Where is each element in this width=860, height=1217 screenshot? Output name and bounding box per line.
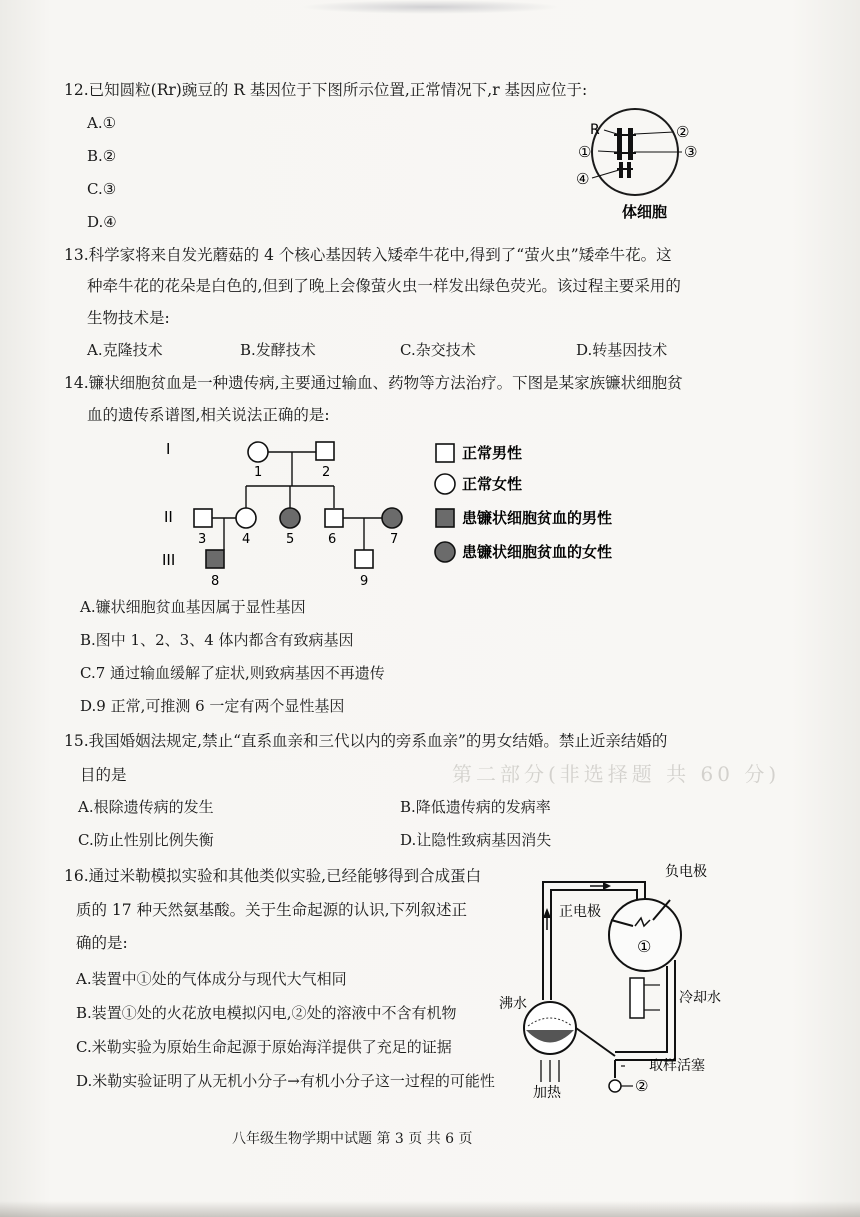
q12-option-d: D.④ xyxy=(87,213,117,231)
mark-4: ④ xyxy=(576,170,590,188)
q16-option-b: B.装置①处的火花放电模拟闪电,②处的溶液中不含有机物 xyxy=(76,1004,457,1022)
q13-option-b: B.发酵技术 xyxy=(240,341,316,359)
q15-option-a: A.根除遗传病的发生 xyxy=(78,798,214,816)
bleed-through-part-title: 第二部分(非选择题 共 60 分) xyxy=(452,762,781,786)
q12-option-a: A.① xyxy=(87,114,117,132)
q16-stem-line3: 确的是: xyxy=(76,934,128,952)
legend-affected-female: 患镰状细胞贫血的女性 xyxy=(462,543,613,561)
q12-option-b: B.② xyxy=(87,147,117,165)
q16-stem-line2: 质的 17 种天然氨基酸。关于生命起源的认识,下列叙述正 xyxy=(76,901,468,919)
positive-electrode-label: 正电极 xyxy=(559,904,601,920)
individual-2-normal-male xyxy=(316,442,334,460)
legend-symbol-affected-male xyxy=(436,509,454,527)
svg-text:1: 1 xyxy=(254,465,263,480)
sampling-valve-label: 取样活塞 xyxy=(649,1058,705,1074)
heating-label: 加热 xyxy=(533,1085,561,1100)
q14-stem-line1: 14.镰状细胞贫血是一种遗传病,主要通过输血、药物等方法治疗。下图是某家族镰状细胞贫 xyxy=(64,374,683,392)
svg-text:5: 5 xyxy=(286,532,295,547)
legend-affected-male: 患镰状细胞贫血的男性 xyxy=(462,509,613,527)
svg-text:7: 7 xyxy=(390,532,399,547)
svg-text:9: 9 xyxy=(360,574,369,589)
q12-cell-figure xyxy=(570,106,715,236)
individual-6-normal-male xyxy=(325,509,343,527)
svg-text:3: 3 xyxy=(198,532,207,547)
q16-stem-line1: 16.通过米勒模拟实验和其他类似实验,已经能够得到合成蛋白 xyxy=(64,867,482,885)
generation-2-label: II xyxy=(164,508,173,526)
q16-option-a: A.装置中①处的气体成分与现代大气相同 xyxy=(76,970,347,988)
svg-text:4: 4 xyxy=(242,532,251,547)
mark-1: ① xyxy=(578,143,592,161)
q13-stem-line2: 种牵牛花的花朵是白色的,但到了晚上会像萤火虫一样发出绿色荧光。该过程主要采用的 xyxy=(87,277,681,295)
individual-7-affected-female xyxy=(382,508,402,528)
individual-5-affected-female xyxy=(280,508,300,528)
q15-option-c: C.防止性别比例失衡 xyxy=(78,831,214,849)
chromosome-right xyxy=(628,128,633,160)
legend-symbol-normal-male xyxy=(436,444,454,462)
q15-stem-line2: 目的是 xyxy=(80,766,127,784)
cell-caption: 体细胞 xyxy=(622,203,668,221)
q15-option-b: B.降低遗传病的发病率 xyxy=(400,798,551,816)
q12-stem: 12.已知圆粒(Rr)豌豆的 R 基因位于下图所示位置,正常情况下,r 基因应位于: xyxy=(64,81,588,99)
cooling-water-label: 冷却水 xyxy=(679,990,721,1006)
generation-1-label: I xyxy=(166,440,171,458)
q16-option-c: C.米勒实验为原始生命起源于原始海洋提供了充足的证据 xyxy=(76,1038,452,1056)
generation-3-label: III xyxy=(162,551,176,569)
scan-edge-shadow xyxy=(0,1201,860,1217)
sample-mark-2: ② xyxy=(635,1077,649,1095)
q14-option-d: D.9 正常,可推测 6 一定有两个显性基因 xyxy=(80,697,345,715)
q14-option-b: B.图中 1、2、3、4 体内都含有致病基因 xyxy=(80,631,354,649)
chromosome-left xyxy=(617,128,622,160)
q13-option-c: C.杂交技术 xyxy=(400,341,476,359)
scan-shadow xyxy=(300,0,560,14)
mark-3: ③ xyxy=(684,143,698,161)
svg-text:8: 8 xyxy=(211,574,220,589)
mark-2: ② xyxy=(676,123,690,141)
q14-stem-line2: 血的遗传系谱图,相关说法正确的是: xyxy=(87,406,330,424)
q12-option-c: C.③ xyxy=(87,180,117,198)
q14-option-c: C.7 通过输血缓解了症状,则致病基因不再遗传 xyxy=(80,664,385,682)
page-footer: 八年级生物学期中试题 第 3 页 共 6 页 xyxy=(232,1131,473,1147)
legend-symbol-normal-female xyxy=(435,474,455,494)
condenser xyxy=(630,978,644,1018)
legend-normal-female: 正常女性 xyxy=(462,475,523,493)
boiling-water-label: 沸水 xyxy=(499,996,527,1012)
individual-4-normal-female xyxy=(236,508,256,528)
pedigree-chart xyxy=(150,432,710,592)
q13-option-a: A.克隆技术 xyxy=(87,341,163,359)
q13-stem-line1: 13.科学家将来自发光蘑菇的 4 个核心基因转入矮牵牛花中,得到了“萤火虫”矮牵牛花。这 xyxy=(64,246,672,264)
negative-electrode-label: 负电极 xyxy=(665,864,707,880)
chamber-mark-1: ① xyxy=(637,937,652,956)
q13-stem-line3: 生物技术是: xyxy=(87,309,170,327)
individual-3-normal-male xyxy=(194,509,212,527)
boiling-flask xyxy=(524,1002,576,1054)
q15-option-d: D.让隐性致病基因消失 xyxy=(400,831,552,849)
svg-text:6: 6 xyxy=(328,532,337,547)
individual-1-normal-female xyxy=(248,442,268,462)
individual-9-normal-male xyxy=(355,550,373,568)
q14-option-a: A.镰状细胞贫血基因属于显性基因 xyxy=(80,598,306,616)
legend-symbol-affected-female xyxy=(435,542,455,562)
individual-8-affected-male xyxy=(206,550,224,568)
svg-text:2: 2 xyxy=(322,465,331,480)
q16-option-d: D.米勒实验证明了从无机小分子→有机小分子这一过程的可能性 xyxy=(76,1072,495,1090)
gene-r-label: R xyxy=(590,122,600,138)
q13-option-d: D.转基因技术 xyxy=(576,341,668,359)
q15-stem-line1: 15.我国婚姻法规定,禁止“直系血亲和三代以内的旁系血亲”的男女结婚。禁止近亲结婚的 xyxy=(64,732,668,750)
legend-normal-male: 正常男性 xyxy=(462,444,523,462)
miller-apparatus-figure xyxy=(495,860,740,1100)
sample-collector xyxy=(609,1080,621,1092)
spark-chamber xyxy=(609,899,681,971)
